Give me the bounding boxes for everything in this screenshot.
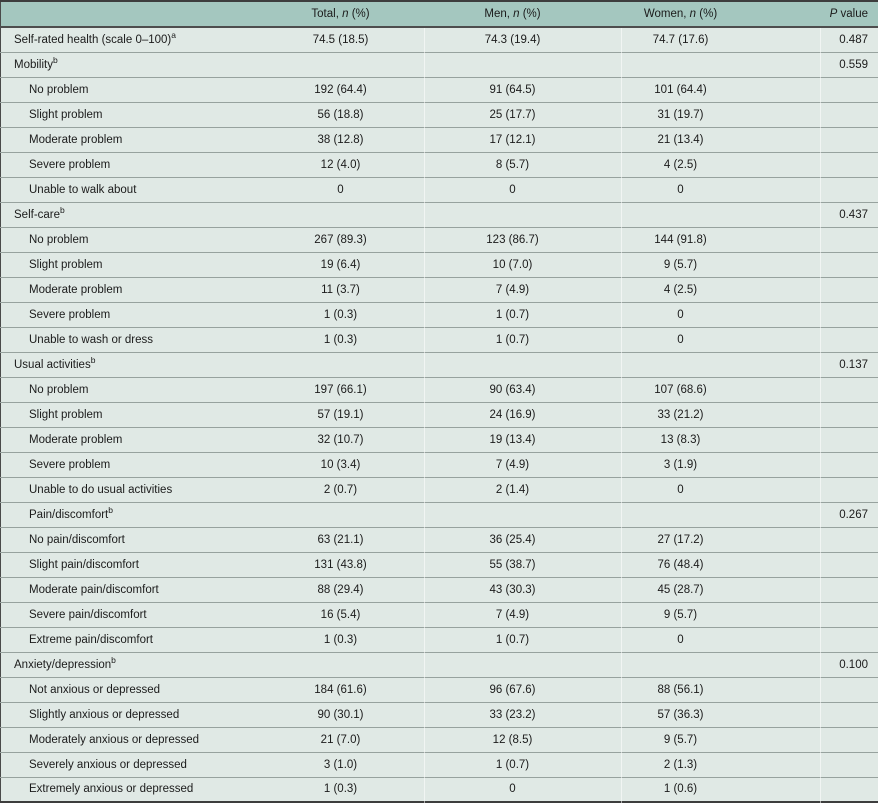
row-label: No pain/discomfort [1,527,257,552]
header-italic-n: n [689,8,697,20]
cell-men: 2 (1.4) [425,477,601,502]
row-label: Moderate problem [1,427,257,452]
table-row [1,652,878,677]
table-row [1,777,878,802]
cell-women: 88 (56.1) [601,677,761,702]
row-label: Unable to wash or dress [1,327,257,352]
row-label: No problem [1,227,257,252]
cell-pvalue: 0.137 [761,352,878,377]
table-row [1,352,878,377]
cell-men: 1 (0.7) [425,302,601,327]
cell-total: 1 (0.3) [257,327,425,352]
cell-men [425,502,601,527]
cell-pvalue [761,777,878,802]
cell-women: 0 [601,327,761,352]
cell-men: 25 (17.7) [425,102,601,127]
cell-men: 17 (12.1) [425,127,601,152]
cell-women: 3 (1.9) [601,452,761,477]
header-text: (%) [519,8,541,20]
row-label: Extremely anxious or depressed [1,777,257,802]
column-header-men [425,1,601,27]
cell-pvalue [761,552,878,577]
cell-men: 1 (0.7) [425,327,601,352]
cell-women: 144 (91.8) [601,227,761,252]
row-label: Slight problem [1,252,257,277]
cell-women: 57 (36.3) [601,702,761,727]
cell-pvalue [761,302,878,327]
row-label: No problem [1,377,257,402]
row-label: Self-care$^b$ [1,202,257,227]
table-row [1,452,878,477]
cell-total: 38 (12.8) [257,127,425,152]
cell-pvalue: 0.437 [761,202,878,227]
cell-total: 0 [257,177,425,202]
header-row [1,1,878,27]
cell-pvalue [761,227,878,252]
cell-total: 90 (30.1) [257,702,425,727]
row-label: Moderately anxious or depressed [1,727,257,752]
footnote-marker: b [108,504,113,515]
column-header-variable [1,1,257,27]
header-italic-n: n [513,8,520,20]
cell-total: 12 (4.0) [257,152,425,177]
table-row [1,52,878,77]
cell-total: 56 (18.8) [257,102,425,127]
cell-pvalue [761,152,878,177]
cell-pvalue [761,727,878,752]
table-row [1,427,878,452]
cell-women: 0 [601,627,761,652]
table-row [1,402,878,427]
cell-pvalue [761,452,878,477]
row-label: Pain/discomfort$^b$ [1,502,257,527]
row-label: Usual activities$^b$ [1,352,257,377]
table-row [1,152,878,177]
cell-men: 7 (4.9) [425,452,601,477]
cell-pvalue [761,277,878,302]
cell-total: 1 (0.3) [257,777,425,802]
cell-women: 33 (21.2) [601,402,761,427]
cell-women [601,352,761,377]
header-text: value [837,8,868,20]
cell-women: 21 (13.4) [601,127,761,152]
cell-women: 2 (1.3) [601,752,761,777]
cell-pvalue [761,677,878,702]
cell-pvalue [761,377,878,402]
footnote-marker: a [171,29,176,40]
cell-total: 21 (7.0) [257,727,425,752]
cell-total: 184 (61.6) [257,677,425,702]
cell-pvalue [761,702,878,727]
cell-men [425,202,601,227]
header-text: (%) [348,8,370,20]
cell-women: 9 (5.7) [601,252,761,277]
row-label: Severely anxious or depressed [1,752,257,777]
cell-women: 4 (2.5) [601,152,761,177]
cell-men: 0 [425,777,601,802]
column-header-women [601,1,761,27]
cell-women: 45 (28.7) [601,577,761,602]
header-italic-p: P [829,8,838,20]
cell-total [257,502,425,527]
cell-women: 31 (19.7) [601,102,761,127]
cell-pvalue [761,77,878,102]
row-label: Slight problem [1,102,257,127]
column-header-total [257,1,425,27]
cell-pvalue [761,577,878,602]
row-label: Severe pain/discomfort [1,602,257,627]
table-row [1,477,878,502]
cell-women: 101 (64.4) [601,77,761,102]
cell-men [425,52,601,77]
header-italic-n: n [342,8,349,20]
table-body [1,27,878,802]
cell-total [257,352,425,377]
cell-total: 131 (43.8) [257,552,425,577]
table-row [1,377,878,402]
cell-pvalue [761,527,878,552]
cell-total: 3 (1.0) [257,752,425,777]
cell-men: 91 (64.5) [425,77,601,102]
cell-total [257,52,425,77]
cell-total: 19 (6.4) [257,252,425,277]
cell-total [257,652,425,677]
cell-pvalue: 0.487 [761,27,878,52]
table-row [1,127,878,152]
table-row [1,627,878,652]
cell-pvalue: 0.559 [761,52,878,77]
cell-women: 76 (48.4) [601,552,761,577]
cell-total: 1 (0.3) [257,627,425,652]
header-text: Women, [643,8,690,20]
footnote-marker: b [52,54,58,65]
cell-women: 107 (68.6) [601,377,761,402]
cell-pvalue [761,402,878,427]
cell-women [601,502,761,527]
cell-pvalue [761,102,878,127]
cell-pvalue [761,627,878,652]
cell-pvalue [761,602,878,627]
row-label: Slight pain/discomfort [1,552,257,577]
cell-total: 88 (29.4) [257,577,425,602]
cell-women: 74.7 (17.6) [601,27,761,52]
footnote-marker: b [60,204,65,215]
table-row [1,302,878,327]
cell-women [601,202,761,227]
cell-men: 90 (63.4) [425,377,601,402]
cell-women: 27 (17.2) [601,527,761,552]
cell-women: 4 (2.5) [601,277,761,302]
cell-total: 10 (3.4) [257,452,425,477]
cell-men: 19 (13.4) [425,427,601,452]
table-row [1,202,878,227]
table-row [1,677,878,702]
table-row [1,702,878,727]
row-label: Slight problem [1,402,257,427]
column-header-pvalue [761,1,878,27]
header-text: Men, [484,8,514,20]
table-row [1,77,878,102]
table-row [1,252,878,277]
cell-women: 1 (0.6) [601,777,761,802]
row-label: Mobility$^b$ [1,52,257,77]
cell-pvalue: 0.267 [761,502,878,527]
header-text: (%) [696,8,718,20]
cell-pvalue [761,477,878,502]
table-row [1,752,878,777]
cell-pvalue: 0.100 [761,652,878,677]
cell-men: 74.3 (19.4) [425,27,601,52]
footnote-marker: b [90,354,96,365]
table-row [1,177,878,202]
cell-total: 1 (0.3) [257,302,425,327]
cell-men: 12 (8.5) [425,727,601,752]
cell-total: 197 (66.1) [257,377,425,402]
row-label: Moderate pain/discomfort [1,577,257,602]
cell-total: 32 (10.7) [257,427,425,452]
cell-men: 24 (16.9) [425,402,601,427]
table-row [1,327,878,352]
row-label: Moderate problem [1,277,257,302]
row-label: Severe problem [1,152,257,177]
cell-total: 192 (64.4) [257,77,425,102]
cell-men: 33 (23.2) [425,702,601,727]
cell-men: 7 (4.9) [425,277,601,302]
cell-men: 8 (5.7) [425,152,601,177]
cell-men: 10 (7.0) [425,252,601,277]
cell-men: 96 (67.6) [425,677,601,702]
cell-men: 7 (4.9) [425,602,601,627]
table-row [1,552,878,577]
cell-women: 0 [601,177,761,202]
cell-pvalue [761,427,878,452]
row-label: Anxiety/depression$^b$ [1,652,257,677]
table-header [1,1,878,27]
cell-women: 9 (5.7) [601,602,761,627]
table-row [1,227,878,252]
cell-total: 267 (89.3) [257,227,425,252]
cell-men [425,652,601,677]
cell-pvalue [761,327,878,352]
table-row [1,527,878,552]
cell-total: 2 (0.7) [257,477,425,502]
cell-women: 0 [601,477,761,502]
cell-total: 11 (3.7) [257,277,425,302]
cell-men: 123 (86.7) [425,227,601,252]
table-row [1,277,878,302]
cell-pvalue [761,177,878,202]
row-label: Severe problem [1,452,257,477]
footnote-marker: b [111,654,116,665]
row-label: Extreme pain/discomfort [1,627,257,652]
table-row [1,577,878,602]
row-label: No problem [1,77,257,102]
table-row [1,727,878,752]
cell-total [257,202,425,227]
cell-men: 43 (30.3) [425,577,601,602]
row-label: Not anxious or depressed [1,677,257,702]
cell-total: 63 (21.1) [257,527,425,552]
row-label: Unable to do usual activities [1,477,257,502]
table-row [1,102,878,127]
cell-men: 36 (25.4) [425,527,601,552]
cell-women: 9 (5.7) [601,727,761,752]
row-label: Moderate problem [1,127,257,152]
row-label: Unable to walk about [1,177,257,202]
cell-women [601,52,761,77]
cell-pvalue [761,252,878,277]
cell-women: 0 [601,302,761,327]
cell-pvalue [761,752,878,777]
cell-men [425,352,601,377]
cell-women: 13 (8.3) [601,427,761,452]
cell-men: 1 (0.7) [425,752,601,777]
cell-total: 16 (5.4) [257,602,425,627]
cell-men: 1 (0.7) [425,627,601,652]
table-row [1,502,878,527]
row-label: Slightly anxious or depressed [1,702,257,727]
table-row [1,27,878,52]
header-text: Total, [311,8,343,20]
cell-pvalue [761,127,878,152]
cell-men: 55 (38.7) [425,552,601,577]
cell-women [601,652,761,677]
table-row [1,602,878,627]
row-label: Severe problem [1,302,257,327]
cell-total: 74.5 (18.5) [257,27,425,52]
cell-total: 57 (19.1) [257,402,425,427]
cell-men: 0 [425,177,601,202]
row-label: Self-rated health (scale 0–100)$^a$ [1,27,257,52]
